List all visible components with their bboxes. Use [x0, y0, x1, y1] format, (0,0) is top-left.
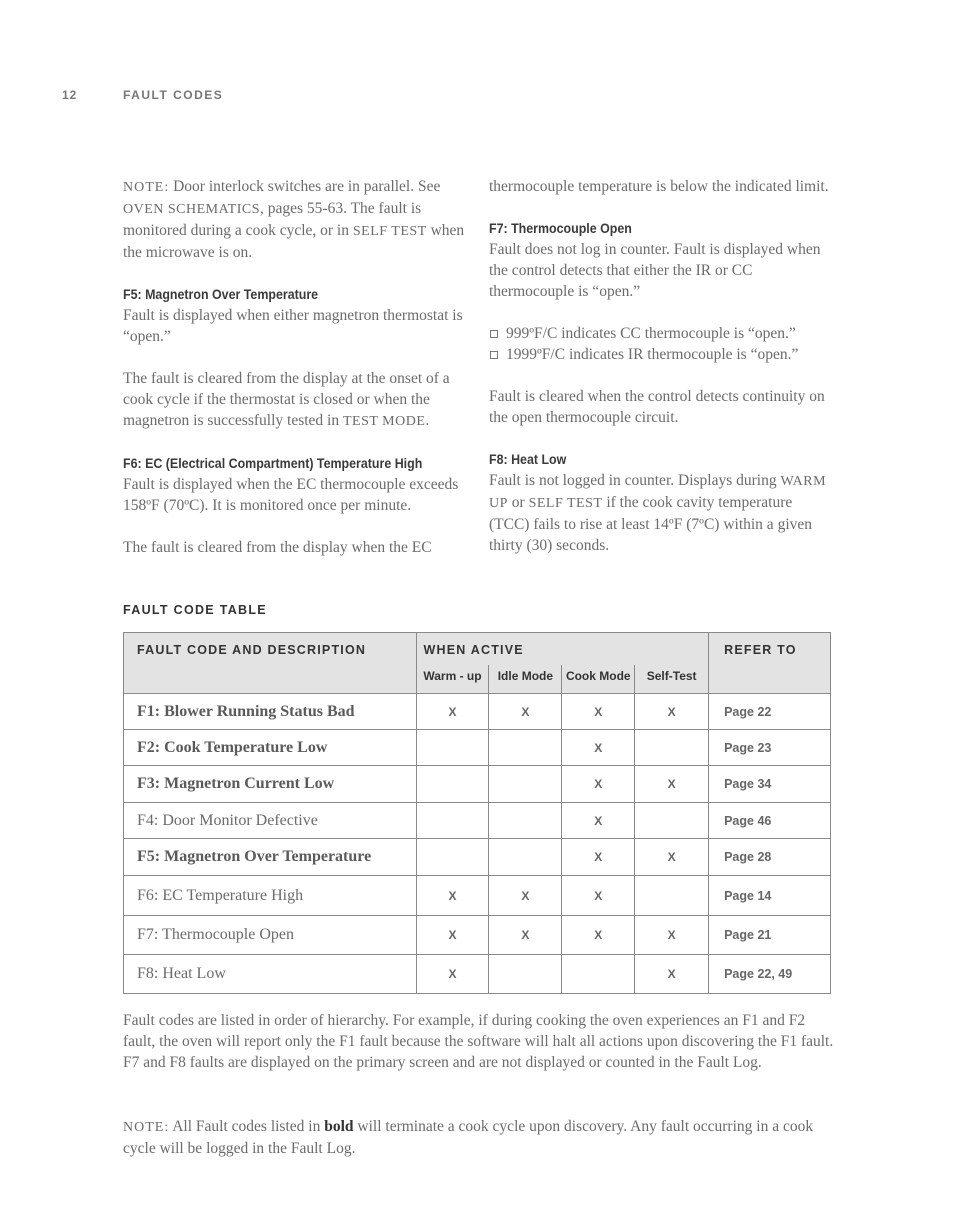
page-reference: Page 14 [709, 876, 831, 916]
active-mark [635, 876, 709, 916]
active-mark: X [562, 839, 635, 876]
fault-description: F5: Magnetron Over Temperature [124, 839, 417, 876]
f5-clear-text-part: . [425, 412, 430, 429]
page-reference: Page 21 [709, 916, 831, 955]
active-mark [416, 803, 489, 839]
warm-up-ref: WARM UP [489, 474, 827, 511]
note-label: NOTE: [123, 180, 170, 195]
note-text: , pages 55-63. The fault is monitored during a cook cycle, or in [123, 200, 422, 239]
active-mark: X [562, 694, 635, 730]
active-mark: X [562, 876, 635, 916]
test-mode-ref: TEST MODE [342, 414, 426, 429]
active-mark [489, 839, 562, 876]
note-text: when the microwave is on. [123, 222, 465, 261]
square-bullet-icon [490, 330, 498, 338]
note-text: All Fault codes listed in [169, 1118, 325, 1135]
fault-code-table [123, 632, 831, 994]
column-header-cook-mode: Cook Mode [562, 665, 635, 694]
page-reference: Page 22, 49 [709, 955, 831, 994]
note-label: NOTE: [123, 1120, 170, 1135]
table-row [124, 916, 831, 955]
page-reference: Page 22 [709, 694, 831, 730]
active-mark: X [635, 766, 709, 803]
table-row [124, 694, 831, 730]
f5-description: Fault is displayed when either magnetron thermostat is “open.” [123, 307, 463, 345]
f5-heading: F5: Magnetron Over Temperature [123, 287, 319, 302]
fault-description: F4: Door Monitor Defective [124, 803, 417, 839]
fault-description: F8: Heat Low [124, 955, 417, 994]
active-mark: X [562, 730, 635, 766]
table-body [124, 694, 831, 994]
fault-description: F6: EC Temperature High [124, 876, 417, 916]
column-header-self-test: Self-Test [635, 665, 709, 694]
fault-description: F2: Cook Temperature Low [124, 730, 417, 766]
f5-clear-text-part: The fault is cleared from the display at the onset of a cook cycle if the thermostat is closed or when the magnetron is successfully tested in [123, 370, 450, 429]
table-title: FAULT CODE TABLE [123, 603, 267, 617]
table-row [124, 766, 831, 803]
active-mark: X [562, 766, 635, 803]
list-item [489, 323, 834, 344]
page-reference: Page 34 [709, 766, 831, 803]
column-header-warm-up: Warm - up [416, 665, 489, 694]
active-mark [416, 766, 489, 803]
active-mark [635, 730, 709, 766]
active-mark: X [416, 955, 489, 994]
f7-bullet-list [489, 323, 834, 365]
active-mark: X [489, 694, 562, 730]
f8-heading: F8: Heat Low [489, 452, 567, 467]
f6-description: Fault is displayed when the EC thermocouple exceeds 158ºF (70ºC). It is monitored once per minute. [123, 476, 459, 514]
table-header-row [124, 633, 831, 666]
f5-clear-text [123, 368, 468, 432]
column-header-idle-mode: Idle Mode [489, 665, 562, 694]
f7-clear-text: Fault is cleared when the control detects continuity on the open thermocouple circuit. [489, 388, 825, 426]
f7-heading: F7: Thermocouple Open [489, 221, 632, 236]
active-mark: X [416, 876, 489, 916]
active-mark [562, 955, 635, 994]
page-number: 12 [62, 88, 78, 102]
active-mark: X [562, 803, 635, 839]
f8-description [489, 470, 834, 556]
column-header-refer-to: REFER TO [709, 633, 831, 694]
bullet-text: 1999ºF/C indicates IR thermocouple is “open.” [506, 346, 799, 363]
active-mark: X [416, 694, 489, 730]
bold-note-paragraph [123, 1116, 835, 1159]
left-column [123, 176, 468, 579]
f6-clear-continued: thermocouple temperature is below the indicated limit. [489, 178, 829, 195]
active-mark: X [416, 916, 489, 955]
fault-description: F3: Magnetron Current Low [124, 766, 417, 803]
f6-clear-text: The fault is cleared from the display when the EC [123, 539, 432, 556]
active-mark [416, 730, 489, 766]
section-title: FAULT CODES [123, 88, 224, 102]
active-mark: X [635, 916, 709, 955]
table-row [124, 955, 831, 994]
table-row [124, 839, 831, 876]
active-mark: X [562, 916, 635, 955]
active-mark [416, 839, 489, 876]
bullet-text: 999ºF/C indicates CC thermocouple is “open.” [506, 325, 796, 342]
oven-schematics-ref: OVEN SCHEMATICS [123, 202, 261, 217]
active-mark [489, 730, 562, 766]
f6-heading: F6: EC (Electrical Compartment) Temperature High [123, 456, 423, 471]
active-mark: X [635, 694, 709, 730]
hierarchy-paragraph: Fault codes are listed in order of hierarchy. For example, if during cooking the oven experiences an F1 and F2 fault, the oven will report only the F1 fault because the software will halt all actions upon discovering the F1 fault. F7 and F8 faults are displayed on the primary screen and are not displayed or counted in the Fault Log. [123, 1012, 834, 1071]
f8-text: or [507, 494, 529, 511]
f8-text: Fault is not logged in counter. Displays during [489, 472, 781, 489]
right-column [489, 176, 834, 577]
list-item [489, 344, 834, 365]
note-text: Door interlock switches are in parallel. See [169, 178, 441, 195]
table-row [124, 803, 831, 839]
page-reference: Page 23 [709, 730, 831, 766]
column-header-when-active: WHEN ACTIVE [416, 633, 709, 666]
f8-text: if the cook cavity temperature (TCC) fails to rise at least 14ºF (7ºC) within a given thirty (30) seconds. [489, 494, 813, 554]
active-mark: X [489, 916, 562, 955]
page-reference: Page 28 [709, 839, 831, 876]
square-bullet-icon [490, 351, 498, 359]
table-row [124, 876, 831, 916]
self-test-ref: SELF TEST [528, 496, 603, 511]
fault-description: F1: Blower Running Status Bad [124, 694, 417, 730]
f7-description: Fault does not log in counter. Fault is displayed when the control detects that either the IR or CC thermocouple is “open.” [489, 241, 821, 300]
bold-word: bold [324, 1118, 354, 1135]
active-mark: X [489, 876, 562, 916]
column-header-description: FAULT CODE AND DESCRIPTION [124, 633, 417, 694]
active-mark: X [635, 839, 709, 876]
active-mark [489, 803, 562, 839]
table-row [124, 730, 831, 766]
active-mark: X [635, 955, 709, 994]
self-test-ref: SELF TEST [352, 224, 427, 239]
page-reference: Page 46 [709, 803, 831, 839]
note-text: will terminate a cook cycle upon discovery. Any fault occurring in a cook cycle will be logged in the Fault Log. [123, 1118, 814, 1157]
active-mark [489, 766, 562, 803]
door-interlock-note [123, 176, 468, 263]
fault-description: F7: Thermocouple Open [124, 916, 417, 955]
active-mark [489, 955, 562, 994]
active-mark [635, 803, 709, 839]
